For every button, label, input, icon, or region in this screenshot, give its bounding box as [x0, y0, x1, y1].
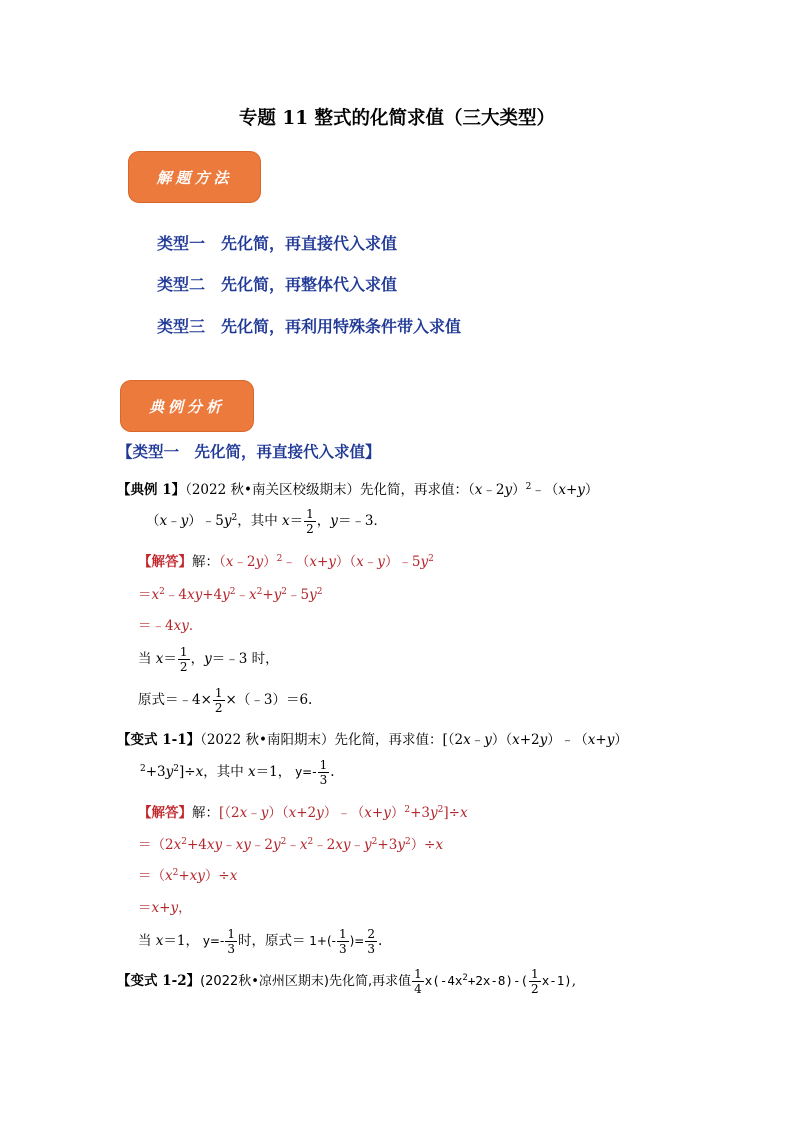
example1-step1: $=x^2﹣4xy+4y^2﹣x^2+y^2﹣5y^2$ [138, 587, 323, 603]
section-heading: 【类型一 先化简，再直接代入求值】 [117, 442, 381, 461]
type-two-line: 类型二 先化简，再整体代入求值 [157, 275, 398, 294]
example1-statement: 【典例 1】（2022 秋•南关区校级期末）先化简，再求值：（x﹣2y）$^2$﹣（x+y） [117, 482, 599, 498]
fraction: $\frac{1}{2}$ [179, 645, 188, 674]
variant11-when: 当 x＝1， y=- $\frac{1}{3}$ 时，原式＝ 1+(- $\frac{1}{3}$ )= $\frac{2}{3}$ . [138, 927, 383, 956]
example-badge: 典例分析 [121, 381, 253, 431]
page-title: 专题 11 整式的化简求值（三大类型） [238, 108, 556, 129]
example1-answer: 【解答】解：$(x﹣2y)^2﹣(x+y)(x﹣y)﹣5y^2$ [138, 554, 434, 570]
example1-source: （2022 秋•南关区校级期末）先化简，再求值： [185, 482, 468, 498]
variant12-statement: 【变式 1-2】(2022秋•凉州区期末)先化简,再求值 $\frac{1}{4}$ $x(-4x^2+2x-8)-$( $\frac{1}{2}$ x-1), [117, 967, 577, 996]
variant11-answer: 【解答】解：$[(2x﹣y)(x+2y)﹣(x+y)^2+3y^2]\div x$ [138, 805, 468, 821]
variant11-tag: 【变式 1-1】 [117, 732, 201, 748]
variant11-step2: $=(x^2+xy)\div x$ [138, 868, 238, 884]
answer-tag: 【解答】 [138, 805, 192, 821]
variant12-tag: 【变式 1-2】 [117, 973, 201, 989]
fraction: $\frac{2}{3}$ [367, 927, 376, 956]
variant11-statement-cont: $^2+3y^2]\div x$，其中 x＝1， y=- $\frac{1}{3}$ . [140, 758, 335, 787]
variant11-step1: $=(2x^2+4xy﹣xy﹣2y^2﹣x^2﹣2xy﹣y^2+3y^2)\div x$ [138, 837, 444, 853]
fraction: $\frac{1}{3}$ [227, 927, 235, 956]
variant12-source: (2022秋•凉州区期末)先化简,再求值 [200, 974, 412, 989]
answer-jie: 解： [192, 554, 219, 570]
variant11-source: （2022 秋•南阳期末）先化简，再求值： [200, 732, 443, 748]
original-label: 原式＝ [264, 933, 306, 949]
fraction: $\frac{1}{4}$ [414, 967, 422, 996]
when-label: 当 [138, 651, 156, 667]
example1-statement-cont: $(x﹣y)﹣5y^2$，其中 x＝ $\frac{1}{2}$ ，y＝﹣3． [146, 507, 388, 536]
answer-tag: 【解答】 [138, 554, 192, 570]
fraction: $\frac{1}{3}$ [338, 927, 347, 956]
fraction: $\frac{1}{2}$ [306, 507, 314, 536]
result-text: ×（﹣3）＝6. [225, 692, 313, 708]
method-badge: 解题方法 [129, 152, 260, 202]
example1-result [138, 687, 312, 714]
variant11-statement: 【变式 1-1】（2022 秋•南阳期末）先化简，再求值：[（2x﹣y）（x+2y）﹣（x+y） [117, 732, 628, 748]
example1-step2: ＝﹣4xy． [138, 618, 203, 634]
fraction: $\frac{1}{2}$ [531, 967, 539, 996]
original-label: 原式＝﹣4× [138, 692, 212, 708]
type-one-line: 类型一 先化简，再直接代入求值 [157, 234, 398, 253]
example1-when: 当 x＝ $\frac{1}{2}$ ，y＝﹣3 时， [138, 645, 279, 674]
type-three-line: 类型三 先化简，再利用特殊条件带入求值 [157, 317, 462, 336]
fraction: $\frac{1}{3}$ [319, 758, 328, 787]
fraction: $\frac{1}{2}$ [214, 686, 223, 715]
example1-tag: 【典例 1】 [117, 482, 186, 498]
variant11-step3: ＝x+y， [138, 900, 192, 916]
answer-jie: 解： [192, 805, 219, 821]
